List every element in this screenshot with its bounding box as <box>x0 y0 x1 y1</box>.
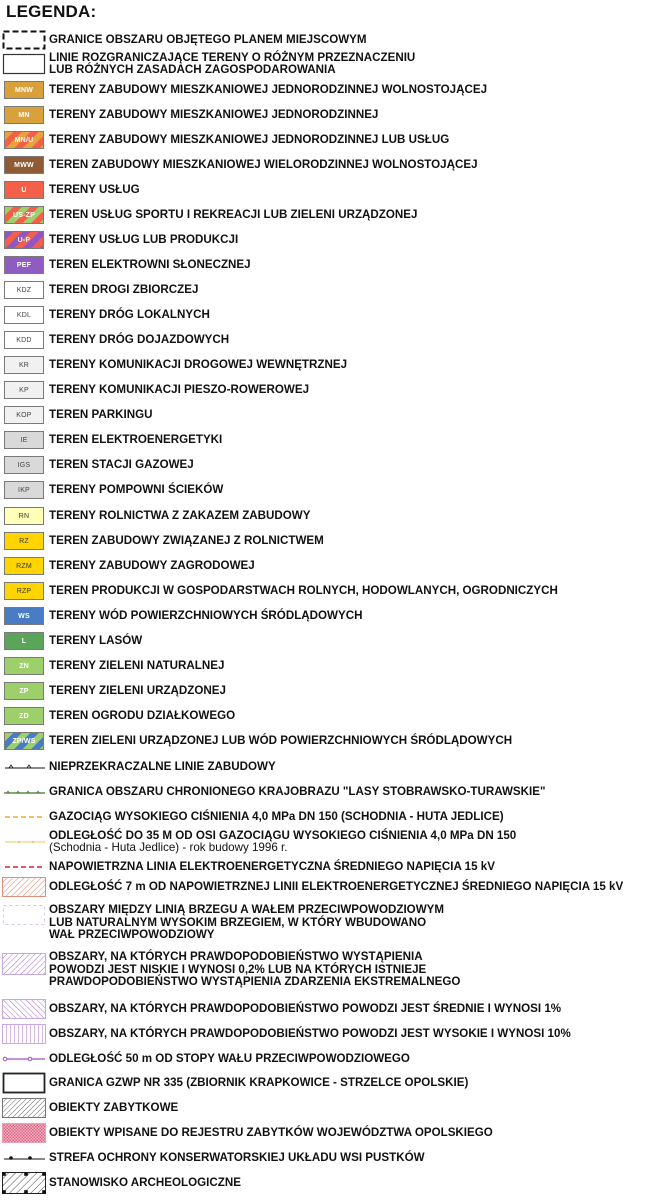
legend-item <box>0 480 652 500</box>
zone-code: L <box>21 637 27 645</box>
swatch-igs <box>4 456 44 474</box>
legend-item <box>0 827 652 857</box>
legend-label-line: TERENY USŁUG LUB PRODUKCJI <box>49 232 239 246</box>
legend-label <box>49 52 415 77</box>
legend-label-line: TEREN ZIELENI URZĄDZONEJ LUB WÓD POWIERZCHNIOWYCH ŚRÓDLĄDOWYCH <box>49 733 513 747</box>
legend-label <box>49 735 512 748</box>
legend-item <box>0 1148 652 1168</box>
legend-label <box>49 786 545 799</box>
legend-label <box>49 881 623 894</box>
legend-label <box>49 84 487 97</box>
legend-item <box>0 1049 652 1069</box>
legend-item <box>0 656 652 676</box>
zone-code: ZP <box>19 687 29 695</box>
swatch-mnw <box>4 81 44 99</box>
flood-medium-hatch-icon <box>2 999 46 1019</box>
legend-label-line: TERENY ZABUDOWY MIESZKANIOWEJ JEDNORODZINNEJ LUB USŁUG <box>49 132 450 146</box>
gas-pipeline-line-icon <box>2 814 46 820</box>
legend-item <box>0 205 652 225</box>
legend-item <box>0 230 652 250</box>
legend-label-line: TEREN OGRODU DZIAŁKOWEGO <box>49 708 236 722</box>
swatch-l <box>4 632 44 650</box>
legend-label <box>49 811 504 824</box>
swatch-u <box>4 181 44 199</box>
zone-code: IE <box>20 436 28 444</box>
legend-label <box>49 585 558 598</box>
swatch-zp <box>4 682 44 700</box>
zone-code: MNW <box>14 86 34 94</box>
legend-label <box>49 560 255 573</box>
legend-label <box>49 685 226 698</box>
legend-label-line: TEREN ELEKTROENERGETYKI <box>49 432 223 446</box>
legend-label-line: TERENY KOMUNIKACJI DROGOWEJ WEWNĘTRZNEJ <box>49 357 348 371</box>
gzwp-boundary-icon <box>2 1072 46 1094</box>
legend-title: LEGENDA: <box>6 2 97 21</box>
legend-item <box>0 1173 652 1193</box>
solid-boundary-icon <box>2 53 46 75</box>
legend-label <box>49 1003 561 1016</box>
legend-label <box>49 710 235 723</box>
legend-label <box>49 610 362 623</box>
legend-label-line: (Schodnia - Huta Jedlice) - rok budowy 1996 r. <box>49 841 288 854</box>
swatch-mww <box>4 156 44 174</box>
legend-item <box>0 706 652 726</box>
legend-label-line: OBSZARY, NA KTÓRYCH PRAWDOPODOBIEŃSTWO POWODZI JEST WYSOKIE I WYNOSI 10% <box>49 1026 571 1040</box>
zone-code: MN/U <box>14 136 34 144</box>
zone-code: MWW <box>14 161 34 169</box>
legend-item <box>0 857 652 877</box>
legend-label <box>49 434 222 447</box>
zone-code: KP <box>19 386 29 394</box>
legend-item <box>0 1024 652 1044</box>
swatch-pef <box>4 256 44 274</box>
zone-code: KDZ <box>16 286 32 294</box>
legend-label <box>49 309 210 322</box>
embankment-zone-icon <box>2 904 46 926</box>
archaeological-site-icon <box>2 1172 46 1194</box>
zone-code: U-P <box>17 236 31 244</box>
legend-label <box>49 409 153 422</box>
zone-code: KOP <box>16 411 32 419</box>
legend-item <box>0 180 652 200</box>
legend-label <box>49 259 251 272</box>
legend-item <box>0 405 652 425</box>
zone-code: RZP <box>16 587 32 595</box>
legend-label <box>49 134 449 147</box>
legend-label-line: TERENY DRÓG LOKALNYCH <box>49 307 210 321</box>
flood-high-hatch-icon <box>2 1024 46 1044</box>
zone-code: RZM <box>16 562 32 570</box>
legend-label-line: GRANICA GZWP NR 335 (ZBIORNIK KRAPKOWICE - STRZELCE OPOLSKIE) <box>49 1075 469 1089</box>
legend-label <box>49 1102 178 1115</box>
legend-label-line: TERENY KOMUNIKACJI PIESZO-ROWEROWEJ <box>49 382 310 396</box>
legend-label-line: LUB NATURALNYM WYSOKIM BRZEGIEM, W KTÓRY WBUDOWANO <box>49 915 427 929</box>
gas-distance-line-icon <box>2 839 46 845</box>
legend-label <box>49 209 417 222</box>
swatch-rn <box>4 507 44 525</box>
legend-label <box>49 861 495 874</box>
registry-crosshatch-icon <box>2 1123 46 1143</box>
legend-label <box>49 334 229 347</box>
power-distance-hatch-icon <box>2 877 46 897</box>
legend-label-line: TEREN ELEKTROWNI SŁONECZNEJ <box>49 257 251 271</box>
legend-label-line: OBIEKTY ZABYTKOWE <box>49 1100 179 1114</box>
legend-item <box>0 105 652 125</box>
legend-item <box>0 380 652 400</box>
legend-label-line: ODLEGŁOŚĆ 50 m OD STOPY WAŁU PRZECIWPOWODZIOWEGO <box>49 1051 410 1065</box>
legend-item <box>0 155 652 175</box>
legend-item <box>0 1073 652 1093</box>
legend-label-line: TEREN PRODUKCJI W GOSPODARSTWACH ROLNYCH, HODOWLANYCH, OGRODNICZYCH <box>49 583 558 597</box>
swatch-ie <box>4 431 44 449</box>
legend-label-line: TEREN ZABUDOWY ZWIĄZANEJ Z ROLNICTWEM <box>49 533 324 547</box>
legend-label-line: ODLEGŁOŚĆ 7 m OD NAPOWIETRZNEJ LINII ELEKTROENERGETYCZNEJ ŚREDNIEGO NAPIĘCIA 15 kV <box>49 879 624 893</box>
zone-code: IGS <box>17 461 31 469</box>
legend-label <box>49 1077 468 1090</box>
legend-label <box>49 904 444 942</box>
legend-label-line: TERENY ZIELENI URZĄDZONEJ <box>49 683 226 697</box>
legend-label-line: TEREN STACJI GAZOWEJ <box>49 457 194 471</box>
legend-label-line: TEREN PARKINGU <box>49 407 153 421</box>
legend-item <box>0 877 652 897</box>
legend-item <box>0 681 652 701</box>
swatch-ikp <box>4 481 44 499</box>
swatch-kdd <box>4 331 44 349</box>
legend-label <box>49 109 378 122</box>
legend-label-line: GRANICA OBSZARU CHRONIONEGO KRAJOBRAZU "LASY STOBRAWSKO-TURAWSKIE" <box>49 784 546 798</box>
legend-label-line: TERENY USŁUG <box>49 182 140 196</box>
legend-label-line: OBSZARY, NA KTÓRYCH PRAWDOPODOBIEŃSTWO WYSTĄPIENIA <box>49 950 423 964</box>
legend-label <box>49 384 309 397</box>
legend-item <box>0 782 652 802</box>
legend-item <box>0 50 652 78</box>
zone-code: KDL <box>16 311 32 319</box>
legend-label <box>49 459 194 472</box>
zone-code: KR <box>18 361 30 369</box>
legend-label-line: TERENY ZABUDOWY MIESZKANIOWEJ JEDNORODZINNEJ <box>49 107 379 121</box>
swatch-us-zp <box>4 206 44 224</box>
zone-code: RZ <box>19 537 29 545</box>
zone-code: IKP <box>18 486 30 494</box>
dashed-boundary-icon <box>2 30 46 50</box>
legend-label <box>49 1053 410 1066</box>
legend-label-line: NIEPRZEKRACZALNE LINIE ZABUDOWY <box>49 759 276 773</box>
legend-item <box>0 581 652 601</box>
legend-item <box>0 556 652 576</box>
flood-low-hatch-icon <box>2 953 46 975</box>
swatch-kop <box>4 406 44 424</box>
swatch-kdl <box>4 306 44 324</box>
legend-item <box>0 280 652 300</box>
zone-code: KDD <box>16 336 32 344</box>
legend-label <box>49 1152 425 1165</box>
zone-code: U <box>21 186 27 194</box>
monument-hatch-icon <box>2 1098 46 1118</box>
legend-label-line: PRAWDOPODOBIEŃSTWO WYSTĄPIENIA ZDARZENIA EKSTREMALNEGO <box>49 975 461 989</box>
legend-item <box>0 757 652 777</box>
legend-label <box>49 660 224 673</box>
legend-label <box>49 635 142 648</box>
swatch-zd <box>4 707 44 725</box>
legend-label-line: TERENY ZIELENI NATURALNEJ <box>49 658 225 672</box>
legend-label-line: TEREN ZABUDOWY MIESZKANIOWEJ WIELORODZINNEJ WOLNOSTOJĄCEJ <box>49 157 478 171</box>
legend-label-line: ODLEGŁOŚĆ DO 35 M OD OSI GAZOCIĄGU WYSOKIEGO CIŚNIENIA 4,0 MPa DN 150 <box>49 828 517 842</box>
swatch-kr <box>4 356 44 374</box>
swatch-rzp <box>4 582 44 600</box>
legend-label-line: STREFA OCHRONY KONSERWATORSKIEJ UKŁADU WSI PUSTKÓW <box>49 1150 425 1164</box>
legend-label <box>49 34 367 47</box>
swatch-rz <box>4 532 44 550</box>
zone-code: WS <box>18 612 30 620</box>
swatch-ws <box>4 607 44 625</box>
legend-label <box>49 510 311 523</box>
legend-item <box>0 355 652 375</box>
legend-label-line: LINIE ROZGRANICZAJĄCE TERENY O RÓŻNYM PRZEZNACZENIU <box>49 50 416 64</box>
zone-code: PEF <box>16 261 32 269</box>
zone-code: MN <box>18 111 30 119</box>
legend-label <box>49 1028 571 1041</box>
legend-label-line: POWODZI JEST NISKIE I WYNOSI 0,2% LUB NA KTÓRYCH ISTNIEJE <box>49 962 427 976</box>
legend-label-line: TERENY POMPOWNI ŚCIEKÓW <box>49 482 224 496</box>
swatch-mn-u <box>4 131 44 149</box>
legend-label-line: TERENY DRÓG DOJAZDOWYCH <box>49 332 230 346</box>
legend-item <box>0 130 652 150</box>
legend-label <box>49 830 516 855</box>
legend-label <box>49 284 198 297</box>
swatch-rzm <box>4 557 44 575</box>
power-line-icon <box>2 864 46 870</box>
legend-label-line: TERENY WÓD POWIERZCHNIOWYCH ŚRÓDLĄDOWYCH <box>49 608 363 622</box>
legend-item <box>0 606 652 626</box>
zone-code: ZP/WS <box>12 737 36 745</box>
building-line-icon <box>2 762 46 772</box>
legend-item <box>0 731 652 751</box>
swatch-kdz <box>4 281 44 299</box>
legend-label-line: LUB RÓŻNYCH ZASADACH ZAGOSPODAROWANIA <box>49 63 336 76</box>
swatch-zp-ws <box>4 732 44 750</box>
legend-item <box>0 1123 652 1143</box>
zone-code: ZD <box>19 712 29 720</box>
protected-landscape-line-icon <box>2 787 46 797</box>
legend-item <box>0 807 652 827</box>
legend-label-line: OBSZARY, NA KTÓRYCH PRAWDOPODOBIEŃSTWO POWODZI JEST ŚREDNIE I WYNOSI 1% <box>49 1001 562 1015</box>
legend-item <box>0 999 652 1019</box>
legend-label-line: WAŁ PRZECIWPOWODZIOWY <box>49 928 215 942</box>
legend-label <box>49 184 140 197</box>
swatch-kp <box>4 381 44 399</box>
legend-label <box>49 1127 493 1140</box>
legend-label-line: OBIEKTY WPISANE DO REJESTRU ZABYTKÓW WOJEWÓDZTWA OPOLSKIEGO <box>49 1125 493 1139</box>
legend-item <box>0 330 652 350</box>
legend-label-line: TERENY LASÓW <box>49 633 143 647</box>
legend-item <box>0 430 652 450</box>
legend-item <box>0 531 652 551</box>
legend-label <box>49 159 478 172</box>
legend-label-line: TERENY ZABUDOWY MIESZKANIOWEJ JEDNORODZINNEJ WOLNOSTOJĄCEJ <box>49 82 488 96</box>
legend-item <box>0 1098 652 1118</box>
swatch-zn <box>4 657 44 675</box>
legend-label-line: TEREN DROGI ZBIORCZEJ <box>49 282 199 296</box>
legend-label <box>49 1177 241 1190</box>
legend-item <box>0 80 652 100</box>
zone-code: US-ZP <box>13 211 35 219</box>
zone-code: ZN <box>19 662 29 670</box>
legend-label <box>49 761 276 774</box>
legend-item <box>0 455 652 475</box>
legend-label-line: TERENY ZABUDOWY ZAGRODOWEJ <box>49 558 255 572</box>
legend-label-line: OBSZARY MIĘDZY LINIĄ BRZEGU A WAŁEM PRZECIWPOWODZIOWYM <box>49 903 445 917</box>
conservation-zone-line-icon <box>2 1154 46 1162</box>
legend-label <box>49 484 223 497</box>
legend-label <box>49 234 238 247</box>
legend-label-line: TERENY ROLNICTWA Z ZAKAZEM ZABUDOWY <box>49 508 311 522</box>
legend-item <box>0 506 652 526</box>
swatch-mn <box>4 106 44 124</box>
levee-distance-line-icon <box>2 1055 46 1063</box>
swatch-u-p <box>4 231 44 249</box>
legend-label <box>49 535 324 548</box>
legend-item <box>0 305 652 325</box>
legend-item <box>0 30 652 50</box>
legend-label <box>49 951 460 989</box>
legend-label-line: NAPOWIETRZNA LINIA ELEKTROENERGETYCZNA ŚREDNIEGO NAPIĘCIA 15 kV <box>49 859 495 873</box>
legend-label-line: GAZOCIĄG WYSOKIEGO CIŚNIENIA 4,0 MPa DN 150 (SCHODNIA - HUTA JEDLICE) <box>49 809 504 823</box>
legend-label <box>49 359 347 372</box>
legend-item <box>0 902 652 944</box>
legend-item <box>0 949 652 991</box>
legend-label-line: GRANICE OBSZARU OBJĘTEGO PLANEM MIEJSCOWYM <box>49 32 367 46</box>
legend-label-line: STANOWISKO ARCHEOLOGICZNE <box>49 1175 241 1189</box>
legend-item <box>0 631 652 651</box>
legend-label-line: TEREN USŁUG SPORTU I REKREACJI LUB ZIELENI URZĄDZONEJ <box>49 207 418 221</box>
legend-item <box>0 255 652 275</box>
zone-code: RN <box>18 512 30 520</box>
